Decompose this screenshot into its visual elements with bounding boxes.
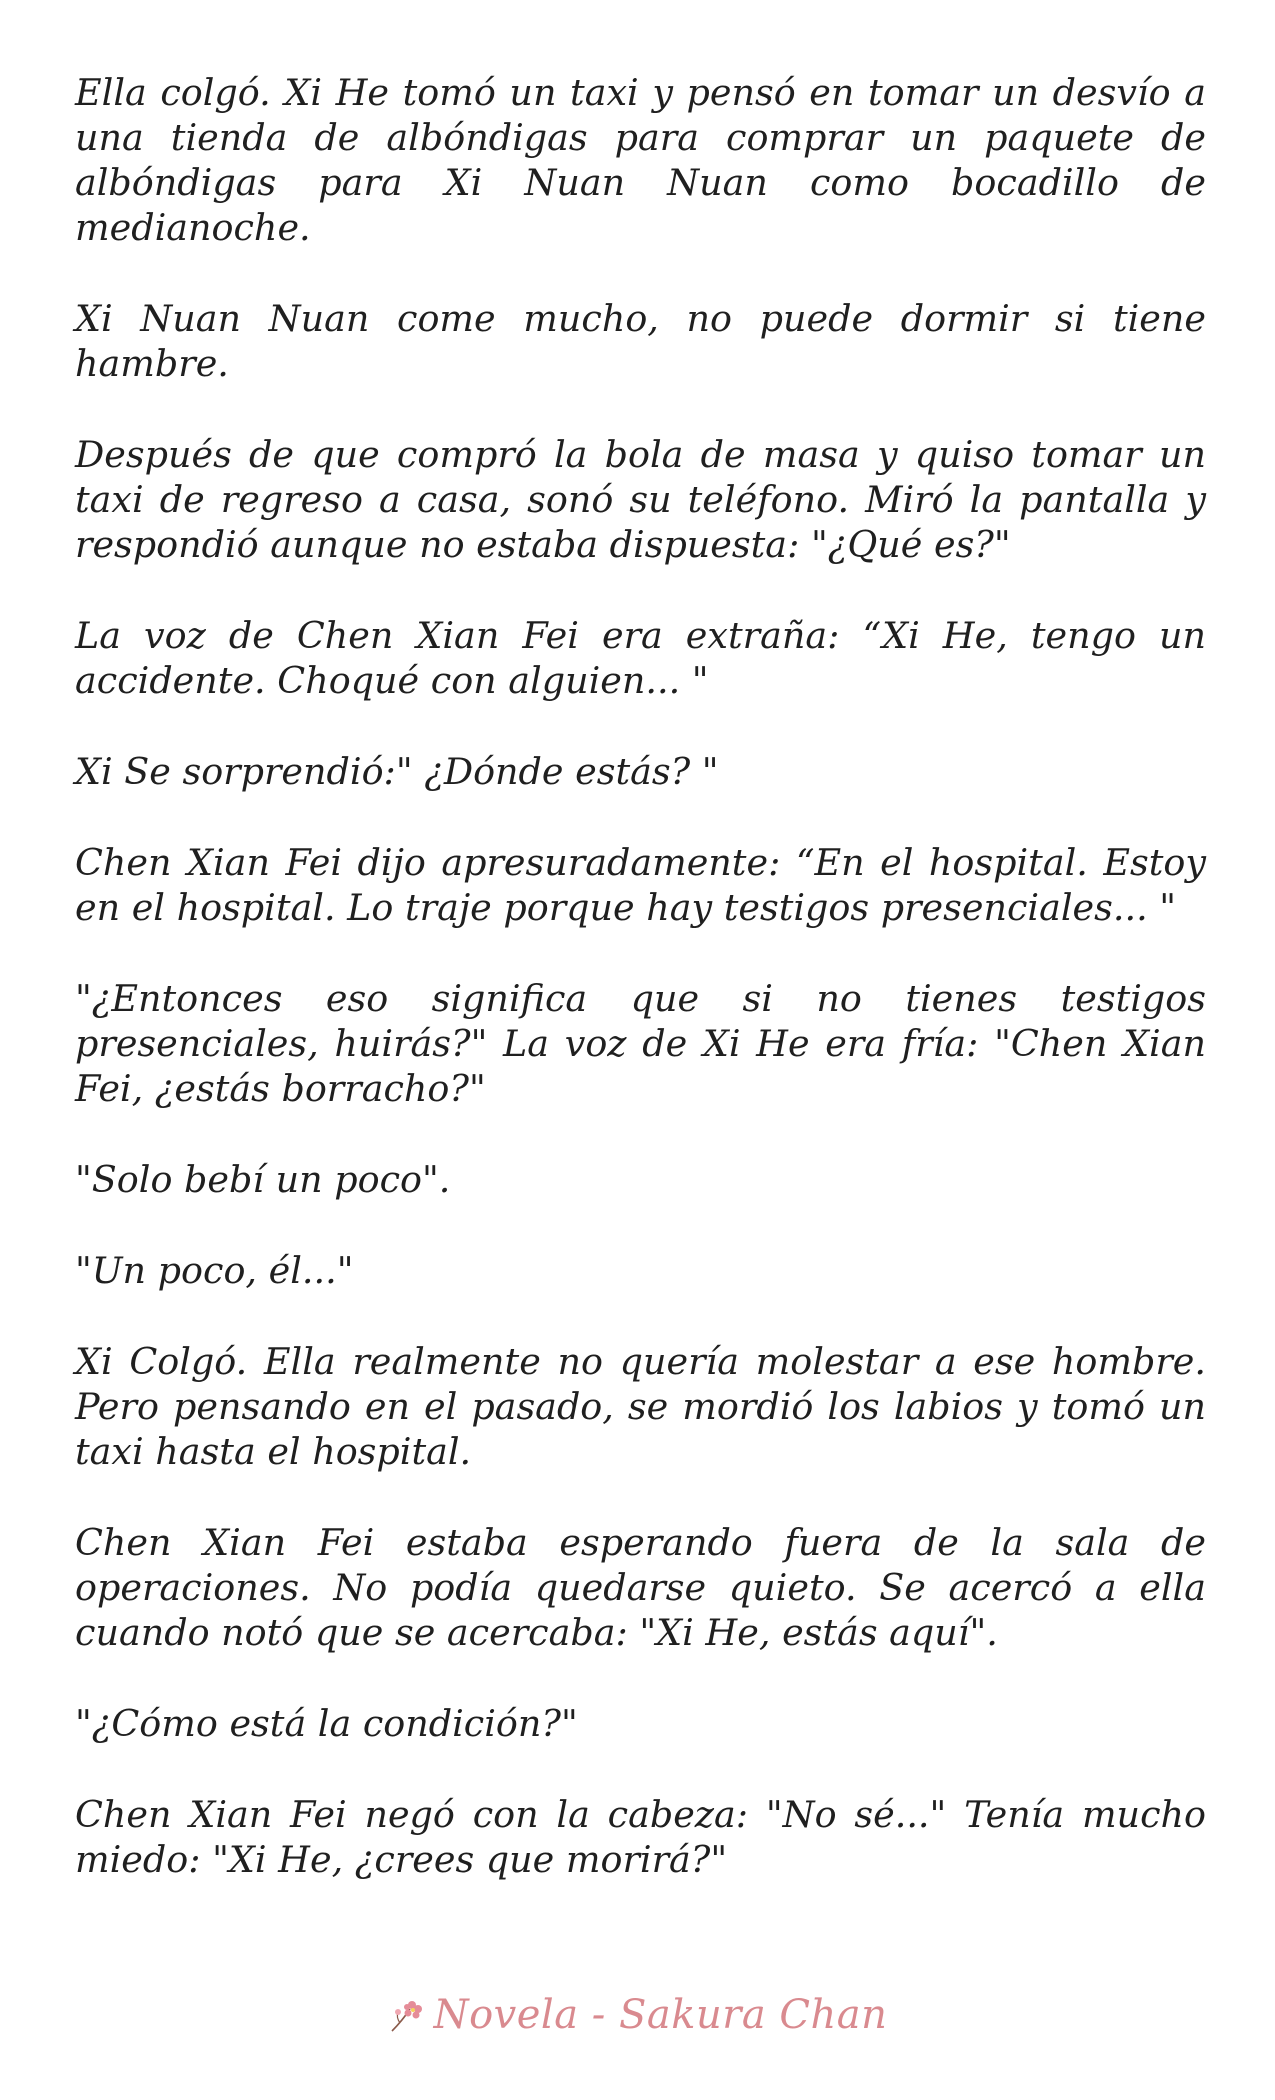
paragraph: "Solo bebí un poco".	[75, 1158, 451, 1201]
story-text	[75, 70, 1206, 1928]
watermark-text: Novela - Sakura Chan	[433, 1992, 888, 2038]
watermark-inner	[388, 1992, 888, 2038]
paragraph: "Un poco, él..."	[75, 1249, 354, 1292]
watermark	[0, 1985, 1275, 2045]
paragraph: La voz de Chen Xian Fei era extraña: “Xi He, tengo un accidente. Choqué con alguien... "	[75, 614, 1206, 702]
paragraph: Chen Xian Fei estaba esperando fuera de la sala de operaciones. No podía quedarse quieto. Se acercó a ella cuando notó que se acercaba: "Xi He, estás aquí".	[75, 1521, 1206, 1654]
paragraph: Chen Xian Fei dijo apresuradamente: “En el hospital. Estoy en el hospital. Lo traje porque hay testigos presenciales... "	[75, 841, 1206, 929]
paragraph: Ella colgó. Xi He tomó un taxi y pensó en tomar un desvío a una tienda de albóndigas para comprar un paquete de albóndigas para Xi Nuan Nuan como bocadillo de medianoche.	[75, 71, 1206, 249]
paragraph: Chen Xian Fei negó con la cabeza: "No sé..." Tenía mucho miedo: "Xi He, ¿crees que morirá?"	[75, 1793, 1206, 1881]
paragraph: Xi Nuan Nuan come mucho, no puede dormir si tiene hambre.	[75, 297, 1206, 385]
paragraph: Después de que compró la bola de masa y quiso tomar un taxi de regreso a casa, sonó su teléfono. Miró la pantalla y respondió aunque no estaba dispuesta: "¿Qué es?"	[75, 433, 1206, 566]
paragraph: "¿Entonces eso significa que si no tienes testigos presenciales, huirás?" La voz de Xi He era fría: "Chen Xian Fei, ¿estás borracho?"	[75, 977, 1206, 1110]
paragraph: Xi Se sorprendió:" ¿Dónde estás? "	[75, 750, 719, 793]
paragraph: "¿Cómo está la condición?"	[75, 1702, 578, 1745]
cherry-blossom-icon	[388, 1995, 428, 2035]
paragraph: Xi Colgó. Ella realmente no quería molestar a ese hombre. Pero pensando en el pasado, se mordió los labios y tomó un taxi hasta el hospital.	[75, 1340, 1206, 1473]
